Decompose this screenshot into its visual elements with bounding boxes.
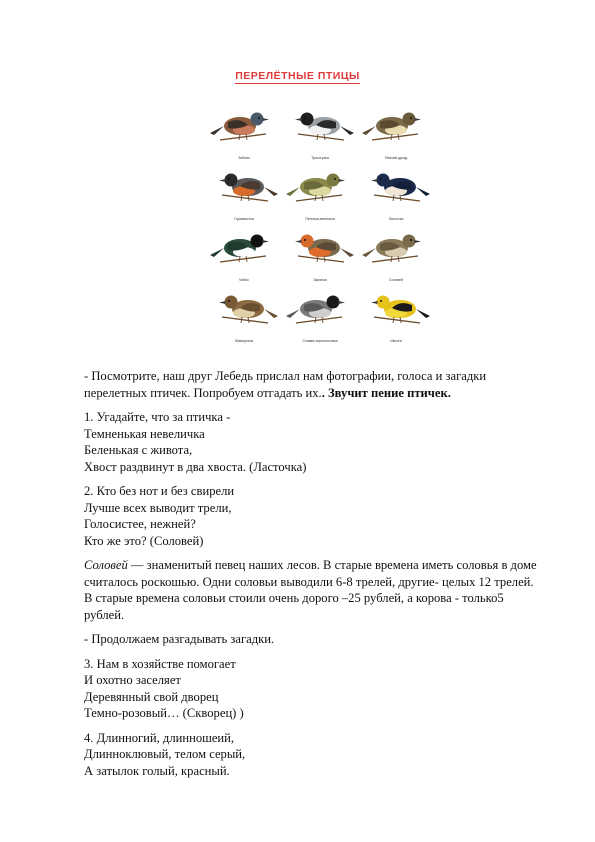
riddle-line: 2. Кто без нот и без свирели <box>84 484 235 498</box>
riddle-line: 4. Длинногий, длинношеий, <box>84 730 235 745</box>
riddle-line: 3. Нам в хозяйстве помогает <box>84 656 236 671</box>
riddle-line: Беленькая с живота, <box>84 443 193 457</box>
bird-picture <box>282 161 358 221</box>
bird-caption: Жаворонок <box>234 339 254 343</box>
bird-picture <box>206 283 282 343</box>
bird-illustration <box>358 100 434 152</box>
riddle-line: Хвост раздвинут в два хвоста. (Ласточка) <box>84 459 307 474</box>
nightingale-word: Соловей <box>84 558 128 572</box>
riddle-line: Кто же это? (Соловей) <box>84 533 204 548</box>
riddle-4 <box>84 730 544 780</box>
bird-caption: Зарянка <box>313 278 327 282</box>
bird-caption: Ласточка <box>388 217 404 221</box>
bird-caption: Зяблик <box>238 156 250 160</box>
bird-illustration <box>206 100 282 152</box>
bird-illustration <box>206 222 282 274</box>
bird-caption: Трясогузка <box>311 156 329 160</box>
bird-illustration <box>206 283 282 335</box>
page-title: ПЕРЕЛЁТНЫЕ ПТИЦЫ <box>235 70 360 82</box>
riddle-3 <box>84 656 544 722</box>
riddle-line: Лучше всех выводит трели, <box>84 500 232 515</box>
riddle-line: Длинноклювый, телом серый, <box>84 747 246 761</box>
bird-caption: Соловей <box>388 278 404 282</box>
bird-illustration <box>358 283 434 335</box>
bird-caption: Иволга <box>390 339 402 343</box>
bird-caption: Славка-черноголовка <box>302 339 338 343</box>
bird-illustration <box>282 161 358 213</box>
nightingale-paragraph: Соловей — знаменитый певец наших лесов. В старые времена иметь соловья в доме считалось роскошью. Одни соловьи выводили 6-8 трелей, другие- целых 12 трелей. В старые времена соловьи стоили очень дорого –25 рублей, а корова - только5 рублей. <box>84 558 537 622</box>
continue-paragraph: - Продолжаем разгадывать загадки. <box>84 632 275 646</box>
bird-picture <box>358 161 434 221</box>
riddle-1 <box>84 409 544 475</box>
riddle-line: И охотно заселяет <box>84 673 181 687</box>
bird-picture <box>358 222 434 282</box>
bird-picture <box>206 161 282 221</box>
riddle-line: А затылок голый, красный. <box>84 763 230 778</box>
bird-picture <box>282 283 358 343</box>
bird-illustration <box>358 161 434 213</box>
text-body <box>84 368 544 787</box>
bird-picture <box>206 100 282 160</box>
bird-illustration <box>282 222 358 274</box>
bird-pictures-grid <box>206 100 434 345</box>
intro-bold: . Звучит пение птичек. <box>321 385 451 400</box>
riddle-line: Темненькая невеличка <box>84 426 205 441</box>
riddle-line: 1. Угадайте, что за птичка - <box>84 410 231 424</box>
riddle-line: Темно-розовый… (Скворец) ) <box>84 706 244 720</box>
bird-picture <box>358 100 434 160</box>
bird-illustration <box>282 100 358 152</box>
bird-caption: Пеночка-весничка <box>305 217 335 221</box>
bird-picture <box>206 222 282 282</box>
riddle-line: Деревянный свой дворец <box>84 689 219 704</box>
bird-illustration <box>206 161 282 213</box>
bird-caption: Певчий дрозд <box>384 156 408 160</box>
bird-picture <box>358 283 434 343</box>
bird-caption: Чибис <box>239 278 249 282</box>
bird-illustration <box>282 283 358 335</box>
riddle-2 <box>84 483 544 549</box>
riddle-line: Голосистее, нежней? <box>84 517 196 531</box>
bird-illustration <box>358 222 434 274</box>
bird-caption: Горихвостка <box>234 217 254 221</box>
bird-picture <box>282 100 358 160</box>
intro-paragraph: - Посмотрите, наш друг Лебедь прислал нам фотографии, голоса и загадки перелетных птичек. Попробуем отгадать их.. Звучит пение птичек. <box>84 369 487 400</box>
bird-picture <box>282 222 358 282</box>
